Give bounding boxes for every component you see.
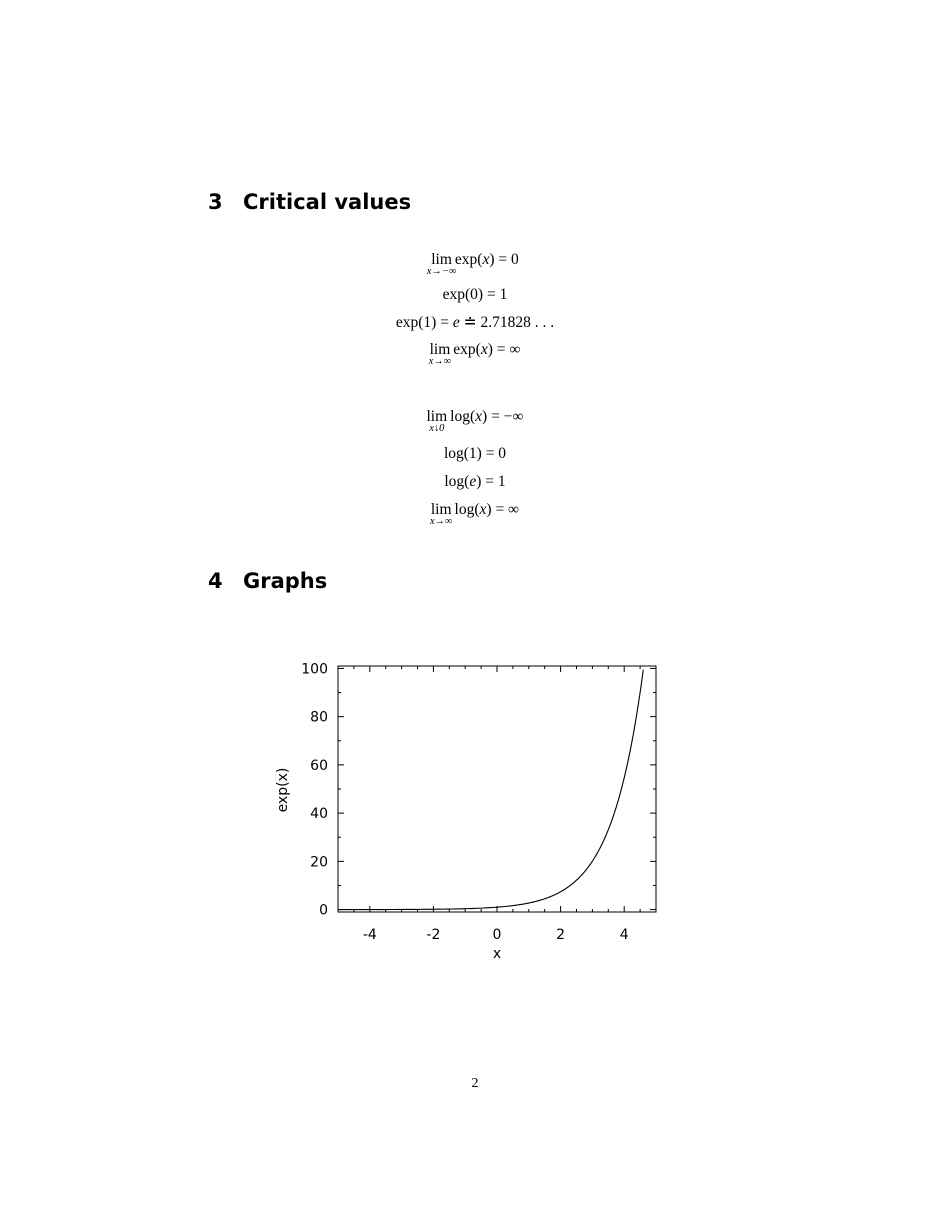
variable: x — [480, 341, 488, 358]
section-number: 3 — [208, 190, 223, 214]
lim-label: lim — [430, 501, 452, 518]
x-tick-label: -2 — [426, 927, 441, 943]
function-name: exp( — [453, 341, 481, 358]
equation-left: exp(1) = — [395, 314, 453, 331]
y-tick-label: 40 — [310, 806, 328, 823]
x-tick-label: 0 — [492, 927, 502, 943]
right-hand-side: ) = ∞ — [486, 501, 520, 518]
y-tick-label: 20 — [310, 854, 328, 871]
lim-subscript: x↓0 — [429, 423, 445, 434]
equation-right: ≐ 2.71828 . . . — [459, 314, 555, 331]
y-tick-label: 60 — [310, 757, 328, 774]
variable: x — [475, 408, 483, 425]
equation-left: log( — [444, 473, 470, 490]
function-name: log( — [454, 501, 480, 518]
x-tick-label: 4 — [619, 927, 629, 943]
x-tick-label: -4 — [362, 927, 377, 943]
right-hand-side: ) = −∞ — [482, 408, 524, 425]
y-axis-label: exp(x) — [275, 767, 291, 813]
x-axis-label: x — [492, 946, 502, 962]
axis-ticks — [338, 666, 656, 912]
y-tick-label: 80 — [310, 709, 328, 726]
right-hand-side: ) = ∞ — [487, 341, 521, 358]
lim-subscript: x→−∞ — [426, 266, 457, 277]
variable: e — [452, 314, 460, 331]
lim-label: lim — [429, 341, 451, 358]
variable: e — [469, 473, 477, 490]
x-tick-labels — [363, 927, 629, 943]
function-name: log( — [450, 408, 476, 425]
section-number: 4 — [208, 569, 223, 593]
y-tick-label: 100 — [301, 661, 328, 678]
lim-subscript: x→∞ — [428, 356, 452, 367]
y-tick-label: 0 — [319, 902, 328, 919]
lim-label: lim — [426, 408, 448, 425]
x-tick-label: 2 — [556, 927, 566, 943]
equation-exp-zero: exp(0) = 1 — [442, 286, 508, 303]
equation-log-one: log(1) = 0 — [443, 445, 507, 462]
lim-label: lim — [431, 251, 452, 268]
equation-right: ) = 1 — [476, 473, 506, 490]
function-name: exp( — [454, 251, 483, 268]
plot-frame — [338, 666, 656, 912]
variable: x — [482, 251, 490, 268]
right-hand-side: ) = 0 — [489, 251, 519, 268]
section-title: Critical values — [243, 190, 412, 214]
y-tick-labels — [301, 661, 328, 918]
page-number: 2 — [471, 1076, 479, 1091]
lim-subscript: x→∞ — [429, 516, 453, 527]
section-title: Graphs — [243, 569, 328, 593]
exp-curve — [338, 670, 643, 910]
variable: x — [479, 501, 487, 518]
